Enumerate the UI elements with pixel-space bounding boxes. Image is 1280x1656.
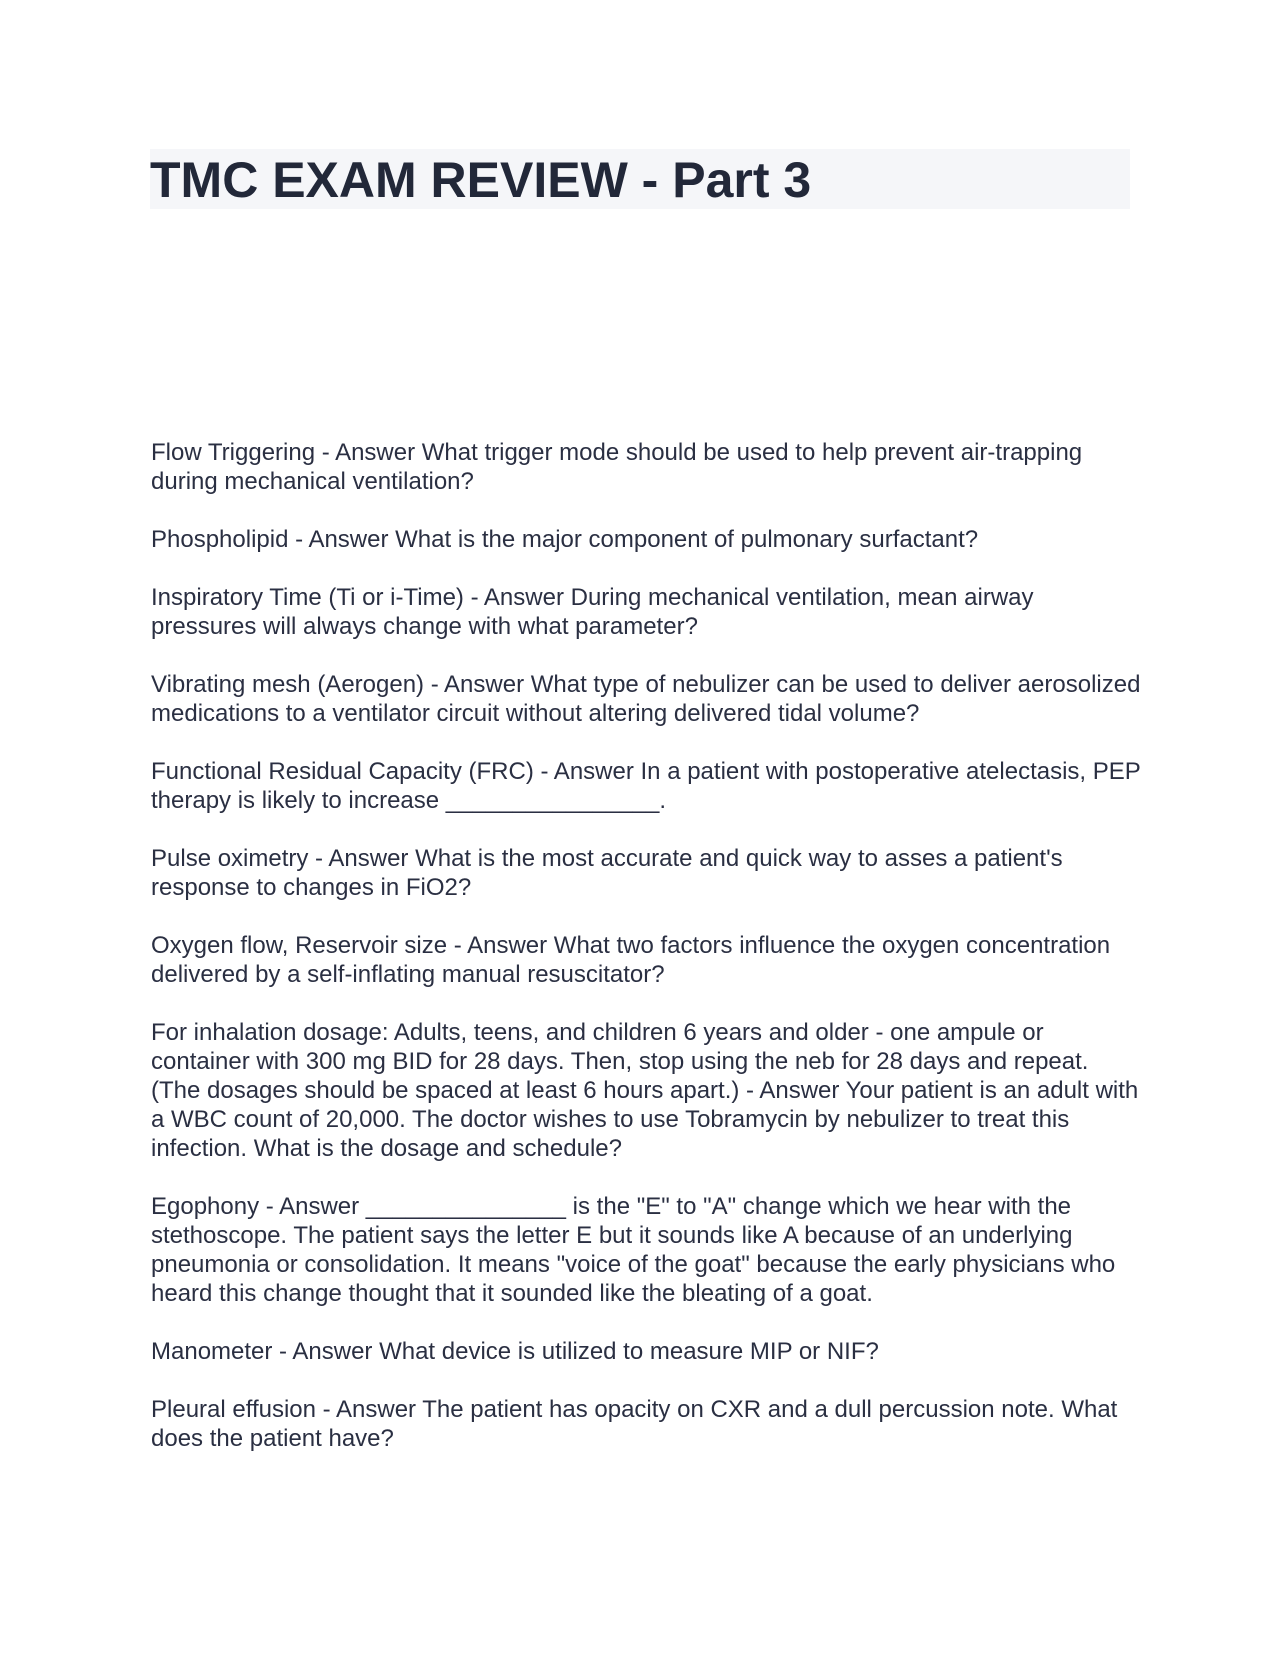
qa-item: For inhalation dosage: Adults, teens, and children 6 years and older - one ampule or container with 300 mg BID for 28 days. Then, stop using the neb for 28 days and repeat. (The dosages should be spaced at least 6 hours apart.) - Answer Your patient is an adult with a WBC count of 20,000. The doctor wishes to use Tobramycin by nebulizer to treat this infection. What is the dosage and schedule?	[151, 1019, 1139, 1162]
qa-item: Phospholipid - Answer What is the major component of pulmonary surfactant?	[151, 526, 979, 553]
qa-item: Vibrating mesh (Aerogen) - Answer What type of nebulizer can be used to deliver aerosolized medications to a ventilator circuit without altering delivered tidal volume?	[151, 671, 1141, 727]
qa-item: Pleural effusion - Answer The patient has opacity on CXR and a dull percussion note. What does the patient have?	[151, 1396, 1118, 1452]
qa-item: Pulse oximetry - Answer What is the most accurate and quick way to asses a patient's response to changes in FiO2?	[151, 845, 1063, 901]
qa-item: Egophony - Answer _______________ is the "E" to "A" change which we hear with the stethoscope. The patient says the letter E but it sounds like A because of an underlying pneumonia or consolidation. It means "voice of the goat" because the early physicians who heard this change thought that it sounded like the bleating of a goat.	[151, 1193, 1116, 1307]
page-title: TMC EXAM REVIEW - Part 3	[150, 152, 812, 208]
qa-item: Inspiratory Time (Ti or i-Time) - Answer During mechanical ventilation, mean airway pressures will always change with what parameter?	[151, 584, 1034, 640]
qa-item: Manometer - Answer What device is utilized to measure MIP or NIF?	[151, 1338, 879, 1365]
qa-item: Flow Triggering - Answer What trigger mode should be used to help prevent air-trapping during mechanical ventilation?	[151, 439, 1083, 495]
qa-item: Oxygen flow, Reservoir size - Answer What two factors influence the oxygen concentration delivered by a self-inflating manual resuscitator?	[151, 932, 1111, 988]
qa-list	[151, 438, 1141, 1482]
qa-item: Functional Residual Capacity (FRC) - Answer In a patient with postoperative atelectasis, PEP therapy is likely to increase ________________.	[151, 758, 1141, 814]
